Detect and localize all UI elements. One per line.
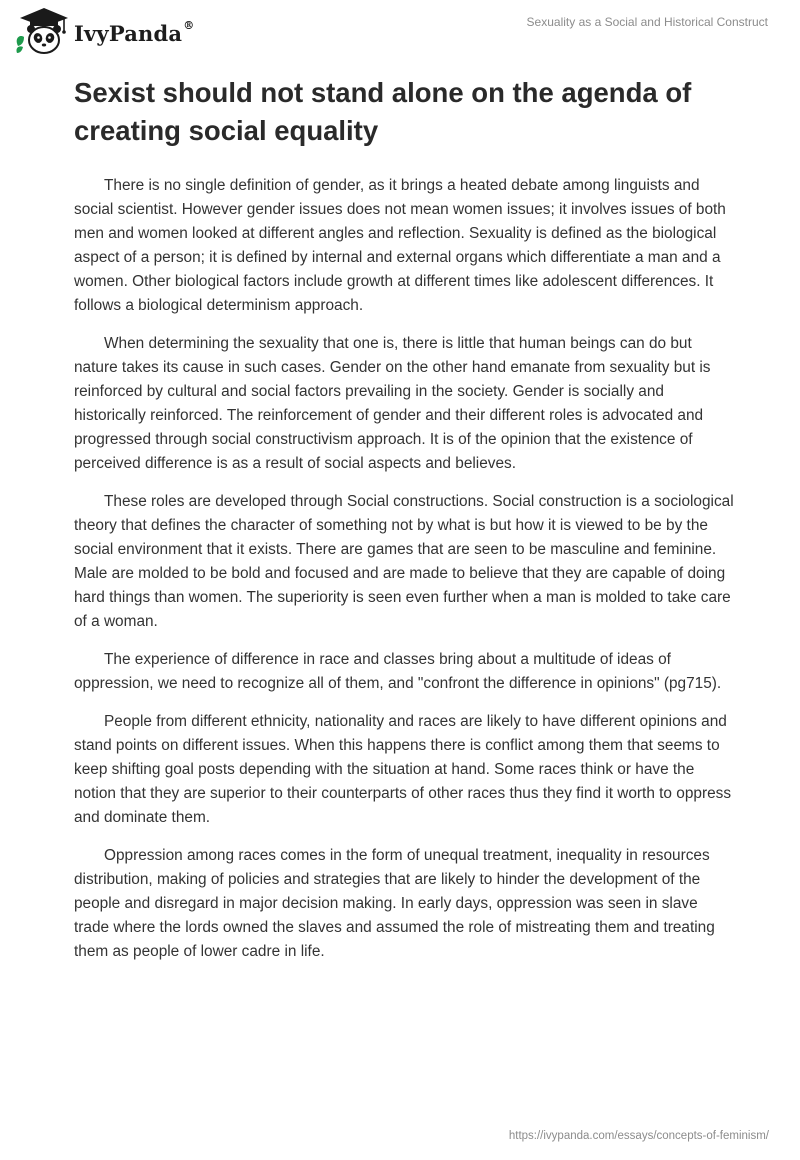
paragraph: Oppression among races comes in the form of unequal treatment, inequality in resources distribution, making of policies and strategies that are likely to hinder the development of the people and disregard in major decision making. In early days, oppression was seen in slave trade where the lords owned the slaves and assumed the role of mistreating them and treating them as people of lower cadre in life. — [74, 847, 715, 960]
essay-body — [74, 174, 734, 978]
brand-logo[interactable] — [14, 6, 194, 56]
brand-name-text: IvyPanda — [74, 20, 183, 46]
page-title: Sexist should not stand alone on the agenda of creating social equality — [74, 77, 692, 146]
paragraph: These roles are developed through Social constructions. Social construction is a sociological theory that defines the character of something not by what is but how it is viewed to be by the social environment that it exists. There are games that are seen to be masculine and feminine. Male are molded to be bold and focused and are made to believe that they are capable of doing hard things than women. The superiority is seen even further when a man is molded to take care of a woman. — [74, 493, 734, 630]
trademark-symbol: ® — [183, 18, 195, 32]
paragraph: When determining the sexuality that one is, there is little that human beings can do but nature takes its cause in such cases. Gender on the other hand emanate from sexuality but is reinforced by cultural and social factors prevailing in the society. Gender is socially and historically reinforced. The reinforcement of gender and their different roles is advocated and progressed through social constructivism approach. It is of the opinion that the existence of perceived difference is as a result of social aspects and believes. — [74, 335, 711, 472]
paragraph: People from different ethnicity, nationality and races are likely to have different opinions and stand points on different issues. When this happens there is conflict among them that seems to keep shifting goal posts depending with the situation at hand. Some races think or have the notion that they are superior to their counterparts of other races thus they find it worth to oppress and dominate them. — [74, 713, 732, 826]
panda-graduate-icon — [14, 6, 70, 56]
page-header — [0, 0, 800, 60]
paragraph: The experience of difference in race and classes bring about a multitude of ideas of oppression, we need to recognize all of them, and "confront the difference in opinions" (pg715). — [74, 651, 722, 692]
paragraph: There is no single definition of gender, as it brings a heated debate among linguists and social scientist. However gender issues does not mean women issues; it involves issues of both men and women looked at different angles and reflection. Sexuality is defined as the biological aspect of a person; it is defined by internal and external organs which differentiate a man and a women. Other biological factors include growth at different times like adolescent differences. It follows a biological determinism approach. — [74, 177, 726, 314]
document-title: Sexuality as a Social and Historical Construct — [526, 15, 768, 29]
brand-name — [74, 18, 195, 46]
source-url-link[interactable]: https://ivypanda.com/essays/concepts-of-feminism/ — [508, 1130, 769, 1142]
